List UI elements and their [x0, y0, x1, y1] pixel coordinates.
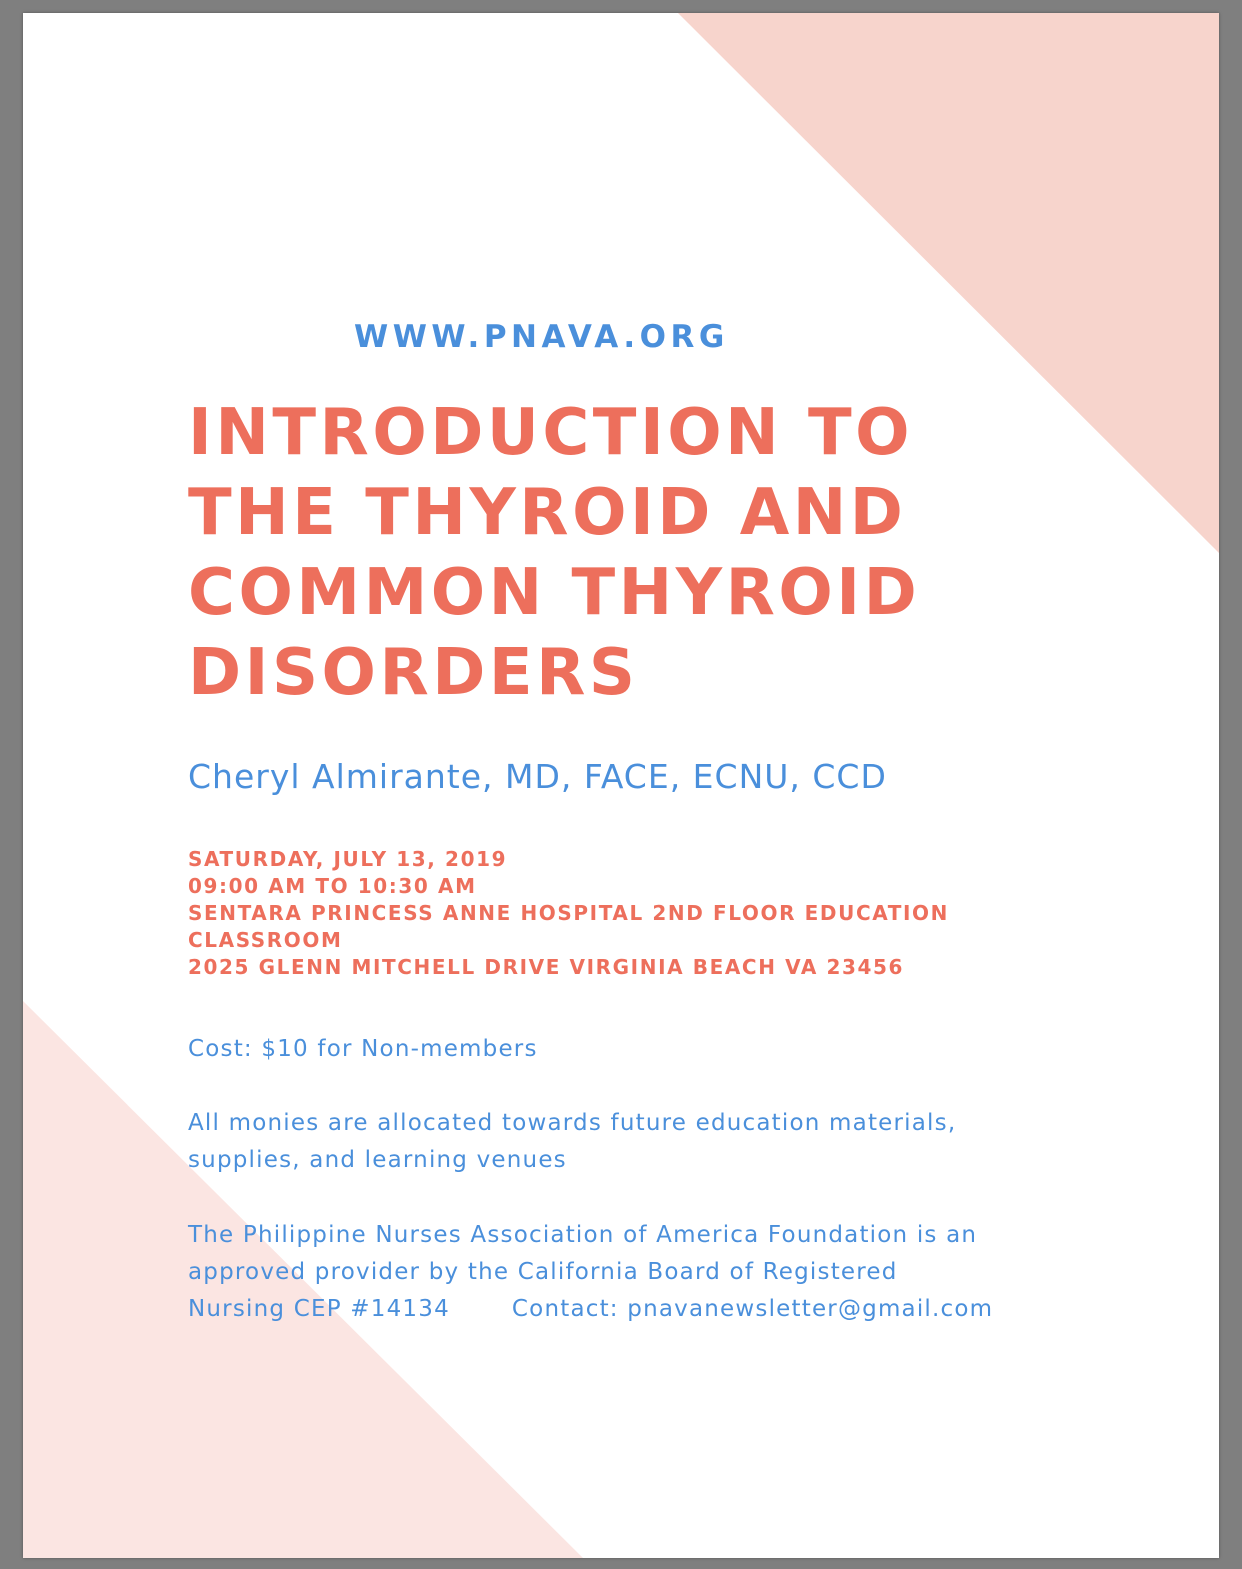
- contact-email: Contact: pnavanewsletter@gmail.com: [511, 1296, 994, 1322]
- event-venue-room: CLASSROOM: [188, 928, 343, 952]
- event-time: 09:00 AM TO 10:30 AM: [188, 874, 477, 898]
- flyer-page: [23, 13, 1219, 1558]
- provider-line: The Philippine Nurses Association of America Foundation is an: [188, 1222, 978, 1248]
- website-url: WWW.PNAVA.ORG: [354, 319, 729, 355]
- provider-line-with-contact: [188, 1291, 993, 1328]
- title-line: COMMON THYROID: [188, 556, 921, 630]
- provider-line: approved provider by the California Board of Registered: [188, 1259, 898, 1285]
- cep-number: Nursing CEP #14134: [188, 1296, 450, 1322]
- title-line: INTRODUCTION TO: [188, 396, 914, 470]
- flyer-content: [23, 13, 1219, 1558]
- event-title: [188, 393, 1088, 713]
- title-line: THE THYROID AND: [188, 476, 907, 550]
- monies-line: supplies, and learning venues: [188, 1147, 567, 1173]
- cost-text: [188, 1031, 538, 1068]
- provider-note: [188, 1217, 993, 1328]
- cost-line: Cost: $10 for Non-members: [188, 1036, 538, 1062]
- speaker-name: Cheryl Almirante, MD, FACE, ECNU, CCD: [188, 757, 887, 796]
- event-details: [188, 846, 949, 981]
- title-line: DISORDERS: [188, 636, 639, 710]
- monies-line: All monies are allocated towards future education materials,: [188, 1110, 957, 1136]
- event-date: SATURDAY, JULY 13, 2019: [188, 847, 508, 871]
- event-venue: SENTARA PRINCESS ANNE HOSPITAL 2ND FLOOR EDUCATION: [188, 901, 949, 925]
- monies-note: [188, 1105, 956, 1179]
- event-address: 2025 GLENN MITCHELL DRIVE VIRGINIA BEACH VA 23456: [188, 955, 905, 979]
